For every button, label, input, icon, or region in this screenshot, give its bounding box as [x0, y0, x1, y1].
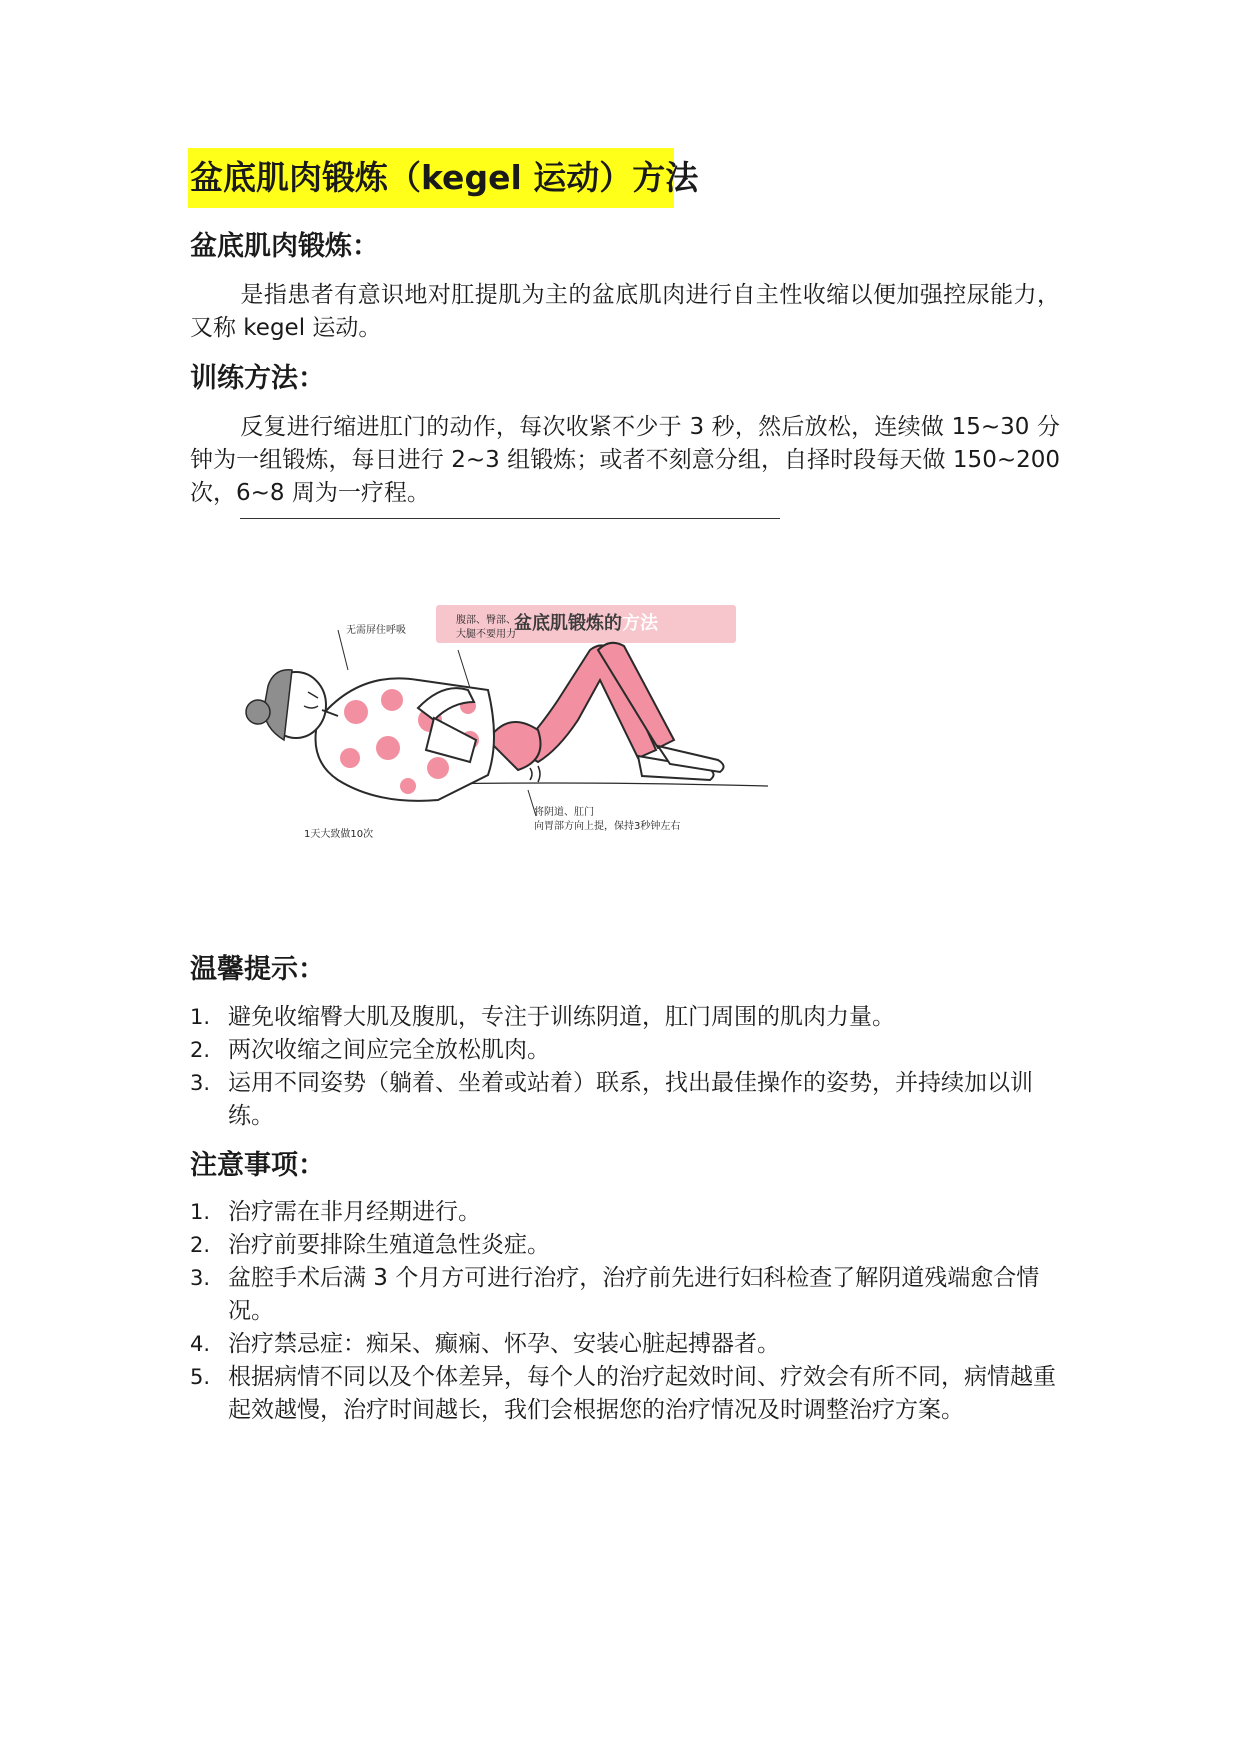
list-item-text: 避免收缩臀大肌及腹肌，专注于训练阴道，肛门周围的肌肉力量。	[228, 1004, 895, 1030]
list-number: 3.	[190, 1266, 211, 1290]
note-breath: 无需屏住呼吸	[346, 625, 406, 636]
section-heading-precautions: 注意事项：	[190, 1150, 325, 1181]
list-item	[190, 1034, 1060, 1067]
list-item-text: 盆腔手术后满 3 个月方可进行治疗，治疗前先进行妇科检查了解阴道残端愈合情况。	[228, 1265, 1040, 1324]
list-item-text: 治疗禁忌症：痴呆、癫痫、怀孕、安装心脏起搏器者。	[228, 1331, 780, 1357]
tips-list	[190, 1001, 1060, 1133]
list-item	[190, 1262, 1060, 1328]
list-item	[190, 1229, 1060, 1262]
list-item	[190, 1361, 1060, 1427]
list-item-text: 治疗前要排除生殖道急性炎症。	[228, 1232, 550, 1258]
list-item-text: 运用不同姿势（躺着、坐着或站着）联系，找出最佳操作的姿势，并持续加以训练。	[228, 1070, 1033, 1129]
pointer-abdomen	[458, 650, 470, 688]
note-lift-line2: 向胃部方向上提，保持3秒钟左右	[534, 821, 681, 832]
hip	[488, 722, 541, 770]
horizontal-divider	[240, 518, 780, 519]
banner-main-text: 盆底肌锻炼的	[514, 613, 622, 634]
page-title: 盆底肌肉锻炼（kegel 运动）方法	[188, 148, 674, 208]
note-abdomen-line1: 腹部、臀部、	[456, 615, 516, 626]
note-abdomen-line2: 大腿不要用力	[456, 629, 516, 640]
precautions-list	[190, 1196, 1060, 1427]
list-item	[190, 1001, 1060, 1034]
method-text: 反复进行缩进肛门的动作，每次收紧不少于 3 秒，然后放松，连续做 15~30 分钟为一组锻炼，每日进行 2~3 组锻炼；或者不刻意分组，自择时段每天做 150~200 次，6~8 周为一疗程。	[190, 414, 1060, 506]
list-item-text: 两次收缩之间应完全放松肌肉。	[228, 1037, 550, 1063]
list-item-text: 治疗需在非月经期进行。	[228, 1199, 481, 1225]
list-number: 4.	[190, 1332, 211, 1356]
method-paragraph	[190, 411, 1060, 510]
exercise-illustration	[238, 590, 798, 910]
list-number: 2.	[190, 1233, 211, 1257]
note-lift-line1: 将阴道、肛门	[534, 807, 594, 818]
hair-bun	[246, 700, 270, 724]
definition-text: 是指患者有意识地对肛提肌为主的盆底肌肉进行自主性收缩以便加强控尿能力，又称 kegel 运动。	[190, 282, 1060, 341]
list-item-text: 根据病情不同以及个体差异，每个人的治疗起效时间、疗效会有所不同，病情越重起效越慢，治疗时间越长，我们会根据您的治疗情况及时调整治疗方案。	[228, 1364, 1056, 1423]
list-number: 5.	[190, 1365, 211, 1389]
list-number: 1.	[190, 1200, 211, 1224]
list-number: 1.	[190, 1005, 211, 1029]
section-heading-definition: 盆底肌肉锻炼：	[190, 231, 379, 262]
section-heading-tips: 温馨提示：	[190, 954, 325, 985]
lying-woman-drawing	[238, 590, 798, 910]
list-item	[190, 1196, 1060, 1229]
note-daily-count: 1天大致做10次	[304, 829, 374, 840]
list-number: 2.	[190, 1038, 211, 1062]
definition-paragraph	[190, 279, 1060, 345]
lift-marks	[530, 766, 540, 782]
section-heading-method: 训练方法：	[190, 363, 325, 394]
banner-accent-text: 方法	[622, 613, 658, 634]
list-item	[190, 1067, 1060, 1133]
list-number: 3.	[190, 1071, 211, 1095]
list-item	[190, 1328, 1060, 1361]
